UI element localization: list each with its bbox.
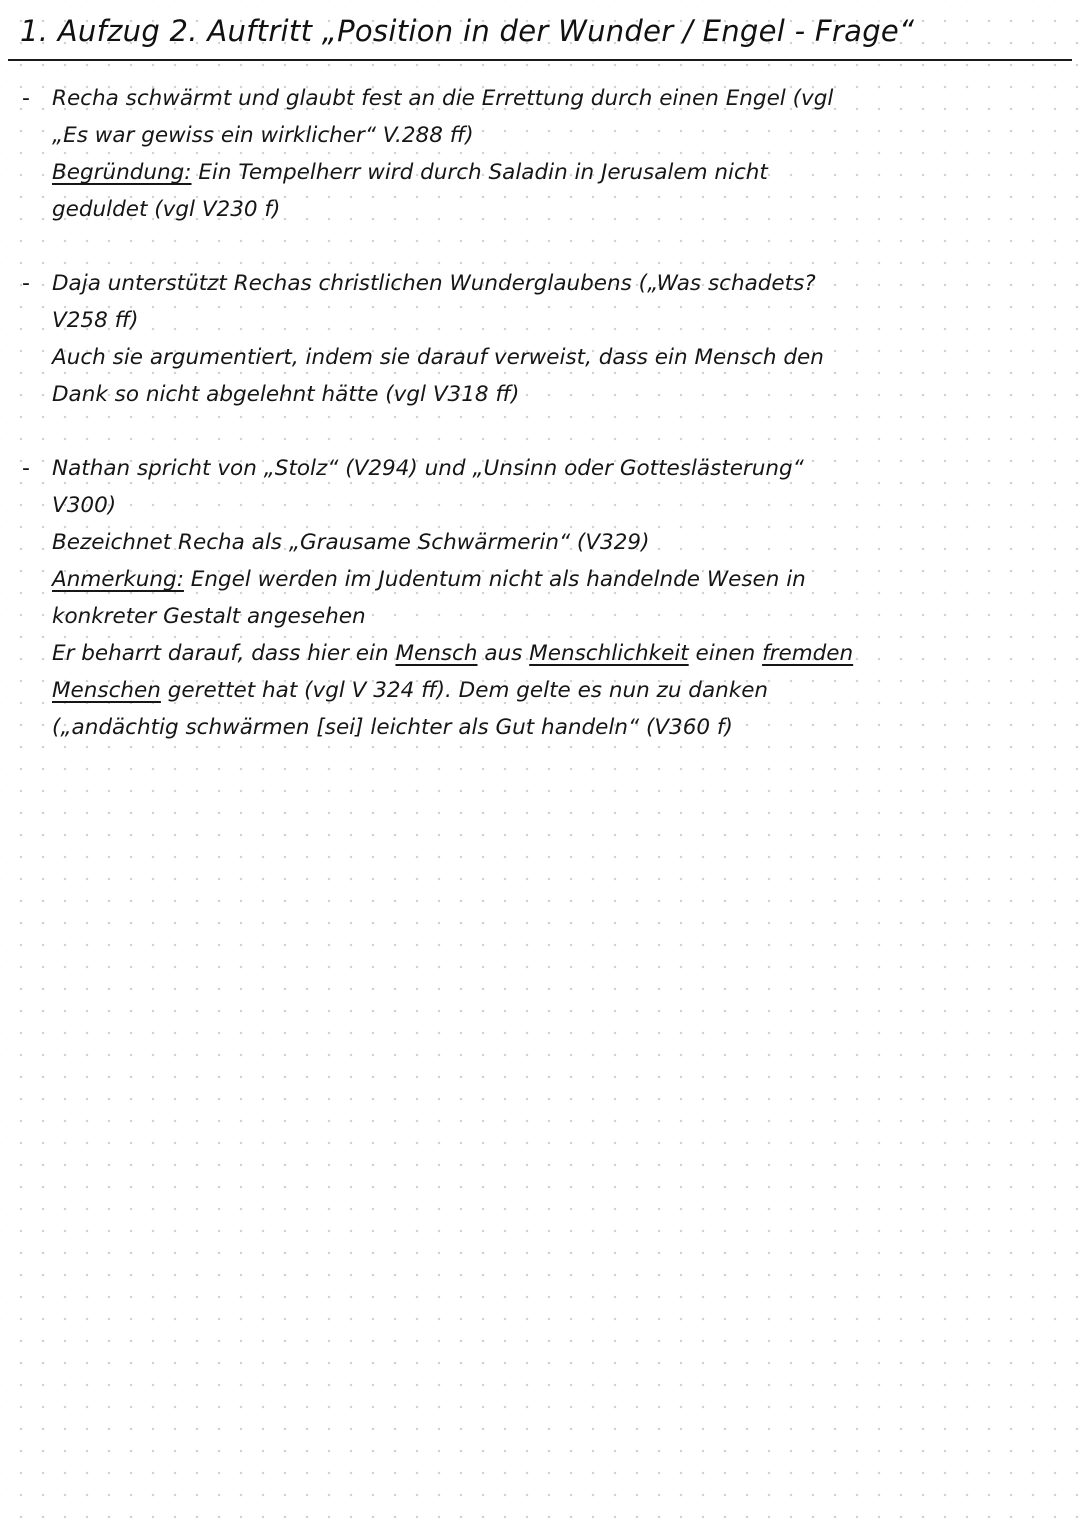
text-line: Auch sie argumentiert, indem sie darauf verweist, dass ein Mensch den — [52, 345, 824, 370]
underlined-word: Menschen — [52, 678, 161, 703]
bullet-dash: - — [22, 456, 30, 481]
section-nathan — [22, 450, 1032, 746]
section-recha — [22, 80, 1032, 228]
text-line: Daja unterstützt Rechas christlichen Wunderglaubens („Was schadets? — [52, 271, 816, 296]
section-daja — [22, 265, 1032, 413]
text-line: („andächtig schwärmen [sei] leichter als Gut handeln“ (V360 f) — [52, 715, 733, 740]
text-line: Menschen gerettet hat (vgl V 324 ff). Dem gelte es nun zu danken — [52, 678, 769, 703]
text-line: „Es war gewiss ein wirklicher“ V.288 ff) — [52, 123, 474, 148]
text-line: V300) — [52, 493, 117, 518]
text-line: Begründung: Ein Tempelherr wird durch Saladin in Jerusalem nicht — [52, 160, 768, 185]
underlined-label: Begründung: — [52, 160, 192, 185]
text-line: Recha schwärmt und glaubt fest an die Errettung durch einen Engel (vgl — [52, 86, 834, 111]
text-line: Dank so nicht abgelehnt hätte (vgl V318 ff) — [52, 382, 520, 407]
bullet-dash: - — [22, 271, 30, 296]
text-line: Nathan spricht von „Stolz“ (V294) und „Unsinn oder Gotteslästerung“ — [52, 456, 804, 481]
page-title: 1. Aufzug 2. Auftritt „Position in der Wunder / Engel - Frage“ — [20, 14, 915, 48]
underlined-word: Mensch — [395, 641, 478, 666]
underlined-word: Menschlichkeit — [529, 641, 689, 666]
underlined-word: fremden — [762, 641, 854, 666]
underlined-label: Anmerkung: — [52, 567, 184, 592]
title-underline — [8, 59, 1072, 61]
bullet-dash: - — [22, 86, 30, 111]
text-line: geduldet (vgl V230 f) — [52, 197, 281, 222]
text-line: Anmerkung: Engel werden im Judentum nicht als handelnde Wesen in — [52, 567, 806, 592]
text-line: konkreter Gestalt angesehen — [52, 604, 366, 629]
text-line: V258 ff) — [52, 308, 139, 333]
text-line: Bezeichnet Recha als „Grausame Schwärmerin“ (V329) — [52, 530, 650, 555]
text-line: Er beharrt darauf, dass hier ein Mensch aus Menschlichkeit einen fremden — [52, 641, 854, 666]
